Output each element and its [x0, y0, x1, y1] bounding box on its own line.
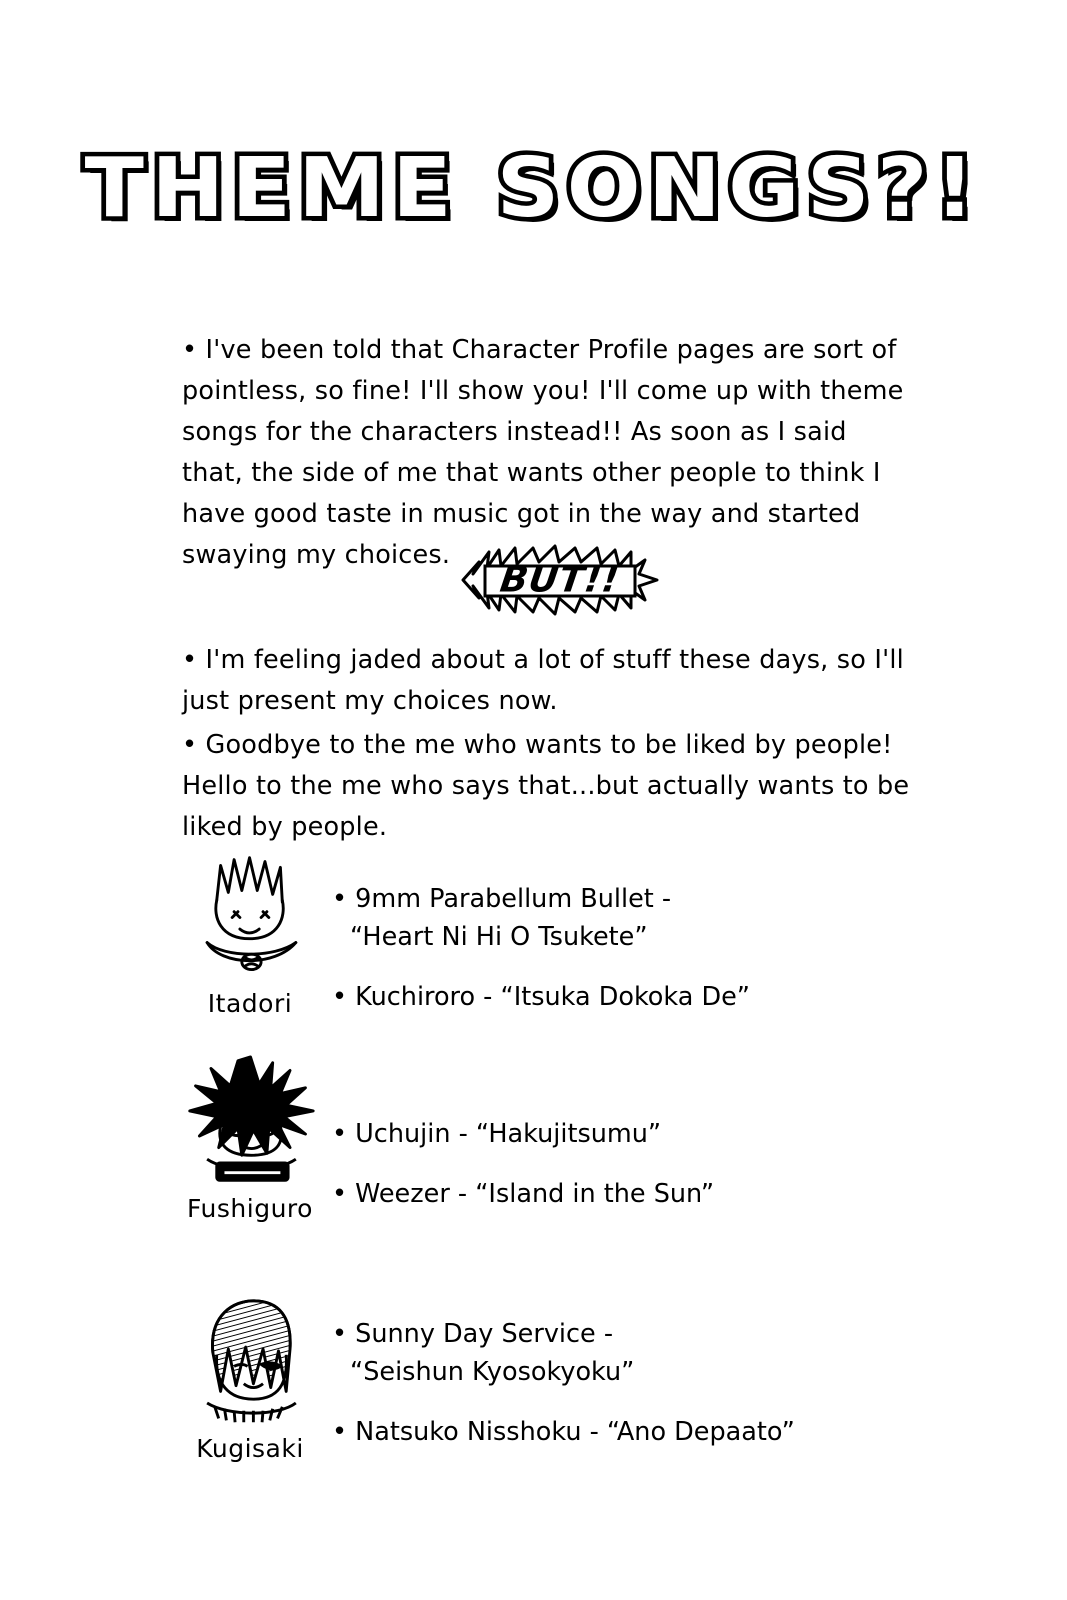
song-line-1: • Uchujin - “Hakujitsumu”: [332, 1119, 662, 1149]
character-name: Kugisaki: [196, 1434, 304, 1463]
portrait-column: [160, 1295, 340, 1463]
list-item: [332, 1175, 1032, 1213]
paragraph-intro: • I've been told that Character Profile pages are sort of pointless, so fine! I'll show you! I'll come up with theme songs for the characters instead!! As soon as I said that, the side of me that wants other people to think I have good taste in music got in the way and started swaying my choices.: [182, 335, 904, 570]
song-line-2: “Heart Ni Hi O Tsukete”: [350, 922, 648, 952]
page-title: THEME SONGS?!: [84, 141, 983, 236]
song-line-1: • Kuchiroro - “Itsuka Dokoka De”: [332, 982, 750, 1012]
character-name: Itadori: [207, 989, 293, 1018]
character-name: Fushiguro: [187, 1194, 313, 1223]
portrait-column: [160, 1055, 340, 1223]
list-item: [332, 978, 1032, 1016]
paragraph-jaded: • I'm feeling jaded about a lot of stuff these days, so I'll just present my choices now.: [182, 645, 904, 716]
kugisaki-face-icon: [178, 1295, 323, 1430]
list-item: [332, 880, 1032, 956]
song-line-1: • Weezer - “Island in the Sun”: [332, 1179, 715, 1209]
song-list: [332, 1315, 1032, 1451]
page-title-container: [0, 141, 1067, 236]
song-line-1: • Natsuko Nisshoku - “Ano Depaato”: [332, 1417, 795, 1447]
song-line-1: • Sunny Day Service -: [332, 1319, 614, 1349]
song-line-1: • 9mm Parabellum Bullet -: [332, 884, 672, 914]
list-item: [332, 1115, 1032, 1153]
song-list: [332, 880, 1032, 1016]
song-line-2: “Seishun Kyosokyoku”: [350, 1357, 635, 1387]
list-item: [332, 1315, 1032, 1391]
fushiguro-face-icon: [178, 1055, 323, 1190]
burst-label: BUT!!: [497, 559, 623, 601]
song-list: [332, 1115, 1032, 1213]
itadori-face-icon: [178, 850, 323, 985]
list-item: [332, 1413, 1032, 1451]
portrait-column: [160, 850, 340, 1018]
but-burst-container: [455, 540, 665, 620]
paragraph-goodbye: • Goodbye to the me who wants to be liked by people! Hello to the me who says that...but actually wants to be liked by people.: [182, 730, 910, 842]
